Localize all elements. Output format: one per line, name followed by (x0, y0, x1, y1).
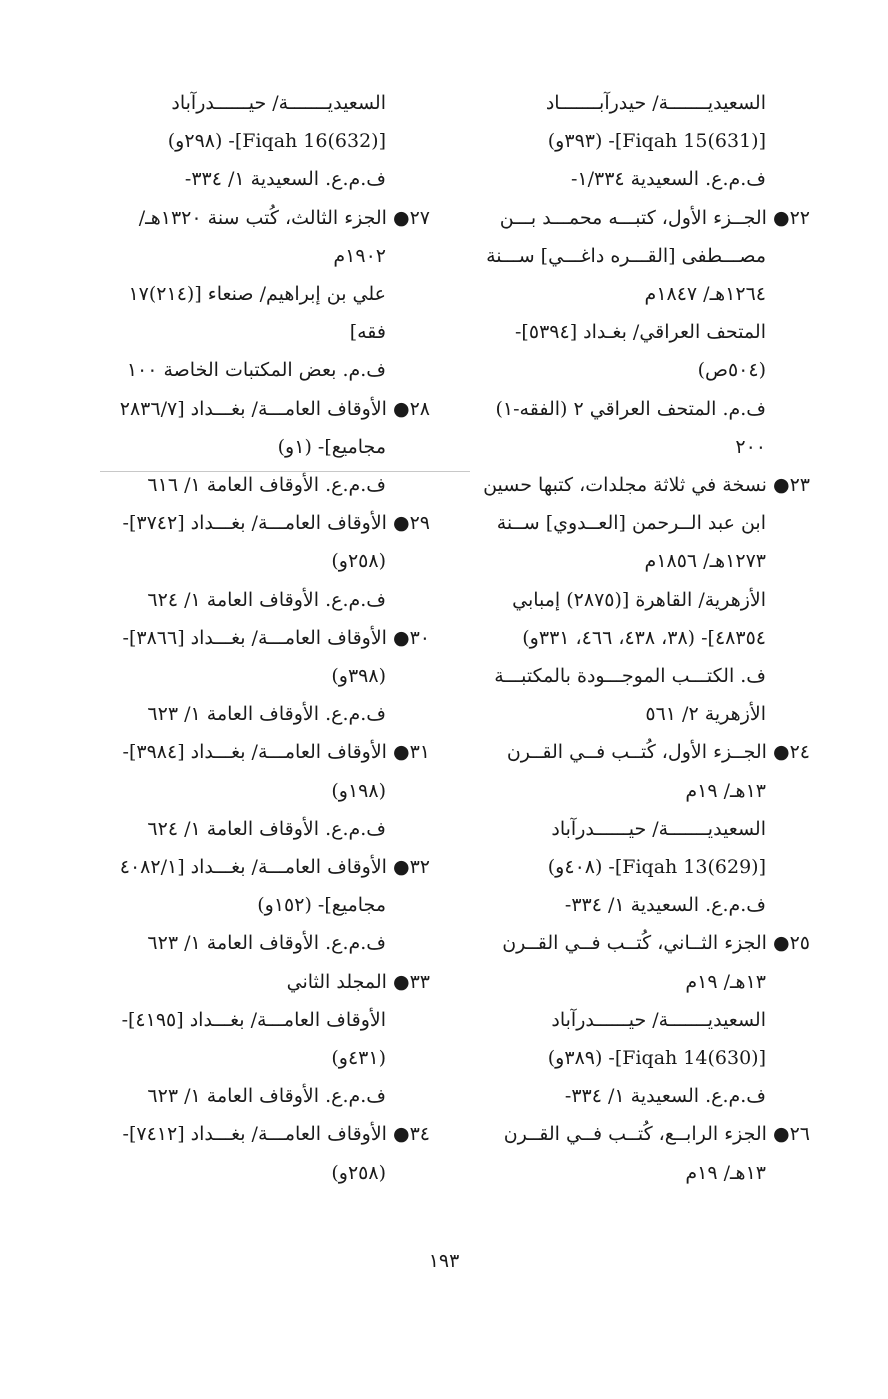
entry-heading-line: ٣٠● الأوقاف العامـــة/ بغـــداد [٣٨٦٦]- (122, 626, 430, 649)
entry-detail-line: [(632)Fiqah 16]- (٢٩٨و) (167, 130, 386, 153)
entry-heading-line: ٢٩● الأوقاف العامـــة/ بغـــداد [٣٧٤٢]- (122, 512, 430, 535)
entry-detail-line: ف.م. المتحف العراقي ٢ (الفقه-١) (495, 397, 766, 420)
entry-detail-line: [(630)Fiqah 14]- (٣٨٩و) (547, 1047, 766, 1070)
entry-detail-line: ابن عبد الــرحمن [العــدوي] ســنة (496, 512, 766, 535)
entry-detail-line: السعيديـــــــة/ حيــــــدرآباد (551, 817, 766, 840)
entry-detail-line: الأوقاف العامـــة/ بغـــداد [٤١٩٥]- (121, 1008, 386, 1031)
page-number: ١٩٣ (428, 1250, 460, 1272)
entry-detail-line: (٥٠٤ص) (697, 359, 766, 382)
entry-detail-line: ١٣هـ/ ١٩م (685, 779, 766, 802)
entry-heading-line: ٢٨● الأوقاف العامـــة/ بغـــداد [٢٨٣٦/٧ (119, 397, 430, 420)
entry-detail-line: ف.م.ع. السعيدية ١/ ٣٣٤- (184, 168, 386, 191)
entry-heading-line: ٢٧● الجزء الثالث، كُتب سنة ١٣٢٠هـ/ (138, 206, 430, 229)
entry-heading-line: ٢٤● الجــزء الأول، كُتــب فــي القــرن (506, 741, 810, 764)
entry-detail-line: فقه] (349, 321, 386, 344)
entry-heading-line: ٣٣● المجلد الثاني (286, 970, 430, 993)
left-column (58, 84, 430, 1192)
entry-detail-line: ف.م.ع. الأوقاف العامة ١/ ٦١٦ (147, 474, 386, 497)
entry-detail-line: ف. الكتـــب الموجـــودة بالمكتبـــة (494, 665, 766, 688)
entry-detail-line: المتحف العراقي/ بغـداد [٥٣٩٤]- (515, 321, 766, 344)
entry-detail-line: ف.م.ع. السعيدية ١/ ٣٣٤- (564, 1085, 766, 1108)
entry-detail-line: ف.م. بعض المكتبات الخاصة ١٠٠ (126, 359, 386, 382)
entry-detail-line: ف.م.ع. السعيدية ١/ ٣٣٤- (564, 894, 766, 917)
entry-detail-line: مصـــطفى [القـــره داغـــي] ســـنة (486, 244, 766, 267)
entry-detail-line: ف.م.ع. الأوقاف العامة ١/ ٦٢٣ (147, 1085, 386, 1108)
entry-detail-line: ١٩٠٢م (333, 244, 386, 267)
entry-detail-line: مجاميع]- (١٥٢و) (257, 894, 386, 917)
entry-detail-line: (٣٩٨و) (331, 665, 386, 688)
entry-detail-line: ١٣هـ/ ١٩م (685, 1161, 766, 1184)
entry-heading-line: ٢٢● الجــزء الأول، كتبـــه محمـــد بـــن (499, 206, 810, 229)
entry-heading-line: ٢٦● الجزء الرابــع، كُتــب فــي القــرن (503, 1123, 810, 1146)
entry-detail-line: ٤٨٣٥٤]- (٣٨، ٤٣٨، ٤٦٦، ٣٣١و) (522, 626, 766, 649)
entry-heading-line: ٣٢● الأوقاف العامـــة/ بغـــداد [٤٠٨٢/١ (119, 856, 430, 879)
entry-detail-line: ١٢٧٣هـ/ ١٨٥٦م (644, 550, 766, 573)
entry-heading-line: ٢٣● نسخة في ثلاثة مجلدات، كتبها حسين (483, 474, 810, 497)
entry-detail-line: ف.م.ع. الأوقاف العامة ١/ ٦٢٣ (147, 703, 386, 726)
entry-detail-line: ف.م.ع. الأوقاف العامة ١/ ٦٢٤ (147, 817, 386, 840)
entry-detail-line: ١٢٦٤هـ/ ١٨٤٧م (644, 283, 766, 306)
entry-detail-line: الأزهرية/ القاهرة [(٢٨٧٥) إمبابي (512, 588, 766, 611)
entry-detail-line: [(631)Fiqah 15]- (٣٩٣و) (547, 130, 766, 153)
entry-detail-line: علي بن إبراهيم/ صنعاء [(٢١٤)١٧ (128, 283, 386, 306)
entry-detail-line: ف.م.ع. الأوقاف العامة ١/ ٦٢٣ (147, 932, 386, 955)
entry-detail-line: (٢٥٨و) (331, 1161, 386, 1184)
scan-artifact-line (100, 471, 470, 472)
entry-detail-line: (٤٣١و) (331, 1047, 386, 1070)
entry-detail-line: السعيديـــــــة/ حيــــــدرآباد (171, 92, 386, 114)
entry-heading-line: ٣٤● الأوقاف العامـــة/ بغـــداد [٧٤١٢]- (122, 1123, 430, 1146)
entry-heading-line: ٣١● الأوقاف العامـــة/ بغـــداد [٣٩٨٤]- (122, 741, 430, 764)
entry-detail-line: ٢٠٠ (735, 435, 766, 458)
right-column (460, 84, 810, 1192)
entry-detail-line: [(629)Fiqah 13]- (٤٠٨و) (547, 856, 766, 879)
entry-detail-line: ١٣هـ/ ١٩م (685, 970, 766, 993)
entry-detail-line: السعيديـــــــة/ حيــــــدرآباد (551, 1008, 766, 1031)
entry-detail-line: السعيديـــــــة/ حيدرآبـــــــاد (545, 92, 766, 114)
entry-detail-line: ف.م.ع. السعيدية ١/٣٣٤- (570, 168, 766, 191)
entry-detail-line: الأزهرية ٢/ ٥٦١ (645, 703, 766, 726)
entry-detail-line: مجاميع]- (١و) (277, 435, 386, 458)
entry-detail-line: (١٩٨و) (331, 779, 386, 802)
entry-heading-line: ٢٥● الجزء الثــاني، كُتــب فــي القــرن (502, 932, 810, 955)
entry-detail-line: (٢٥٨و) (331, 550, 386, 573)
entry-detail-line: ف.م.ع. الأوقاف العامة ١/ ٦٢٤ (147, 588, 386, 611)
